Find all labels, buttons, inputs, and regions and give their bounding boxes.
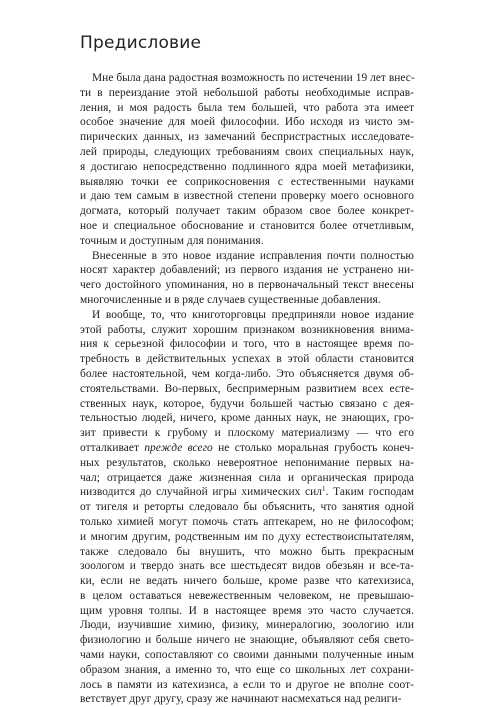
text-line: образом знания, а именно то, что еще со школьных лет сохрани- bbox=[80, 663, 414, 676]
text-line: ных результатов, сколько невероятное непонимание первых на- bbox=[80, 456, 414, 469]
text-line: зит привести к грубому и плоскому материализму — что его bbox=[80, 427, 414, 440]
text-line: низводится до случайной игры химических сил$^1$. Таким господам bbox=[80, 485, 414, 499]
text-line: Мне была дана радостная возможность по истечении 19 лет внес- bbox=[92, 72, 415, 84]
text-line: лось в памяти из катехизиса, а если то и другое не вполне соот- bbox=[80, 678, 414, 691]
text-line: чего достойного упоминания, но в первоначальный текст внесены bbox=[80, 279, 414, 292]
text-line: от тигеля и реторты следовало бы объяснить, что занятия одной bbox=[80, 501, 414, 514]
text-line: стоятельствами. Во-первых, беспримерным развитием всех есте- bbox=[80, 382, 414, 395]
text-line: лей природы, следующих требованиям своих специальных наук, bbox=[80, 145, 414, 158]
text-line: более настоятельной, чем когда-либо. Это объясняется двумя об- bbox=[80, 367, 414, 380]
text-line: тельностью людей, ничего, кроме данных наук, не знающих, гро- bbox=[80, 412, 414, 425]
text-line: физиологию и больше ничего не знающие, объявляют себя свето- bbox=[80, 634, 414, 647]
text-line: пирических данных, из замечаний беспристрастных исследовате- bbox=[80, 131, 414, 144]
text-line: Внесенные в это новое издание исправления почти полностью bbox=[92, 249, 414, 262]
body-text bbox=[80, 71, 414, 707]
text-line: зоологом и твердо знать все шестьдесят видов обезьян и все-та- bbox=[80, 560, 414, 573]
text-line: в целом оставаться невежественным человеком, не превышаю- bbox=[80, 589, 414, 602]
text-line: чами науки, сопоставляют со своими данными полученные иным bbox=[80, 649, 414, 662]
text-line: ственных наук, которое, будучи большей частью связано с дея- bbox=[80, 397, 414, 410]
text-line: ния к серьезной философии и того, что в настоящее время по- bbox=[80, 338, 414, 351]
text-line: и даю тем самым в известной степени проверку моего основного bbox=[80, 190, 414, 203]
text-line: этой работы, служит хорошим признаком возникновения внима- bbox=[80, 323, 414, 336]
text-line: ки, если не ведать ничего больше, кроме разве что катехизиса, bbox=[80, 575, 414, 588]
text-line: также следовало бы внушить, что можно быть прекрасным bbox=[80, 545, 414, 558]
text-line: требность в действительных успехах в этой области становится bbox=[80, 353, 414, 366]
text-line: ное и специальное обоснование и становится более отчетливым, bbox=[80, 219, 414, 232]
text-line: точным и доступным для понимания. bbox=[80, 234, 264, 247]
text-line: носят характер добавлений; из первого издания не устранено ни- bbox=[80, 264, 414, 277]
text-line: ветствует друг другу, сразу же начинают насмехаться над религи- bbox=[80, 693, 402, 706]
text-line: я достигаю непосредственно подлинного ядра моей метафизики, bbox=[80, 160, 414, 173]
chapter-heading: Предисловие bbox=[80, 33, 202, 53]
text-line: ти в переиздание этой небольшой работы необходимые исправ- bbox=[80, 86, 414, 99]
text-line: только химией могут помочь стать аптекарем, но не философом; bbox=[80, 515, 414, 528]
text-line: особое значение для моей философии. Ибо исходя из чисто эм- bbox=[80, 116, 414, 129]
text-line: ления, и моя радость была тем большей, что работа эта имеет bbox=[80, 101, 414, 114]
text-line: догмата, который получает таким образом свое более конкрет- bbox=[80, 205, 414, 218]
text-line: многочисленные и в ряде случаев существенные добавления. bbox=[80, 293, 381, 306]
text-line: И вообще, то, что книготорговцы предприняли новое издание bbox=[92, 308, 414, 321]
text-line: Люди, изучившие химию, физику, минералогию, зоологию или bbox=[80, 619, 414, 632]
text-line: чал; отрицается даже жизненная сила и органическая природа bbox=[80, 471, 414, 484]
text-line: щим уровня толпы. И в настоящее время это часто случается. bbox=[80, 604, 414, 617]
text-line: отталкивает прежде всего не столько моральная грубость конеч- bbox=[80, 441, 415, 454]
text-line: и многим другим, родственным им по духу естествоиспытателям, bbox=[80, 530, 414, 543]
text-line: выявляю точки ее соприкосновения с естественными науками bbox=[80, 175, 414, 188]
